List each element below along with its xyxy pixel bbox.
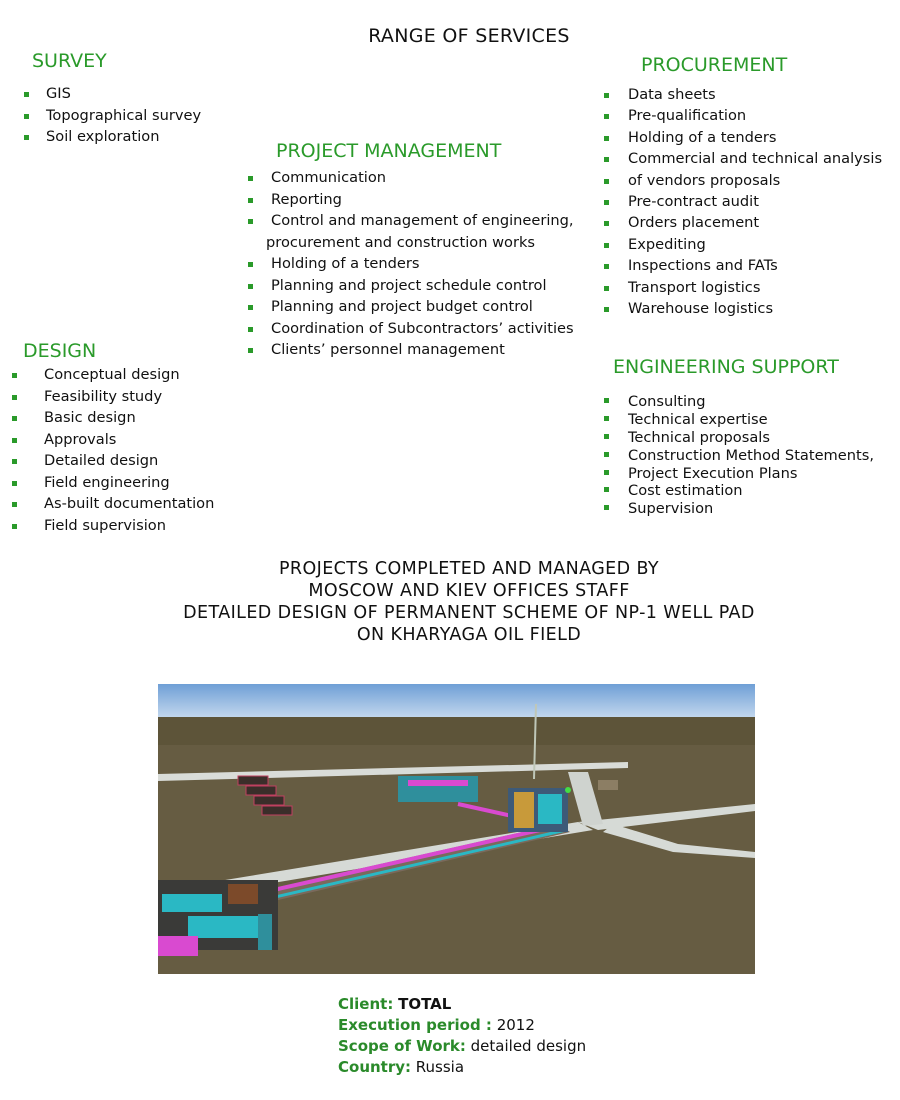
bullet-icon xyxy=(604,487,609,492)
bullet-icon xyxy=(248,348,253,353)
ground-far xyxy=(158,717,755,745)
bullet-icon xyxy=(604,416,609,421)
bullet-icon xyxy=(604,398,609,403)
bullet-icon xyxy=(12,459,17,464)
bullet-icon xyxy=(24,92,29,97)
bullet-icon xyxy=(248,176,253,181)
bullet-icon xyxy=(604,470,609,475)
list-item: Planning and project schedule control xyxy=(248,277,574,299)
period-value: 2012 xyxy=(496,1016,535,1034)
bullet-icon xyxy=(604,307,609,312)
list-item: Feasibility study xyxy=(12,388,214,410)
list-item: Field engineering xyxy=(12,474,214,496)
list-item: Topographical survey xyxy=(24,107,201,129)
survey-heading: SURVEY xyxy=(32,50,107,72)
engineering-support-list xyxy=(604,393,874,518)
projects-heading-line: DETAILED DESIGN OF PERMANENT SCHEME OF NP-1 WELL PAD xyxy=(183,603,755,623)
list-item: Field supervision xyxy=(12,517,214,539)
list-item: Cost estimation xyxy=(604,482,874,500)
list-item: Clients’ personnel management xyxy=(248,341,574,363)
client-value: TOTAL xyxy=(398,995,452,1013)
projects-heading-line: ON KHARYAGA OIL FIELD xyxy=(356,625,582,645)
scope-label: Scope of Work: xyxy=(338,1037,466,1055)
period-label: Execution period : xyxy=(338,1016,492,1034)
country-value: Russia xyxy=(415,1058,465,1076)
bullet-icon xyxy=(604,286,609,291)
bullet-icon xyxy=(248,305,253,310)
bullet-icon xyxy=(604,243,609,248)
list-item: Construction Method Statements, xyxy=(604,447,874,465)
bullet-icon xyxy=(248,327,253,332)
page-title: RANGE OF SERVICES xyxy=(368,25,570,47)
project-management-heading: PROJECT MANAGEMENT xyxy=(276,140,502,162)
client-label: Client: xyxy=(338,995,394,1013)
bullet-icon xyxy=(12,438,17,443)
country-row xyxy=(338,1057,586,1078)
sky xyxy=(158,684,755,718)
bullet-icon xyxy=(604,200,609,205)
procurement-list xyxy=(604,86,882,321)
list-item: Pre-contract audit xyxy=(604,193,882,214)
list-item: Coordination of Subcontractors’ activities xyxy=(248,320,574,342)
bullet-icon xyxy=(24,114,29,119)
bullet-icon xyxy=(604,136,609,141)
list-item: Holding of a tenders xyxy=(604,129,882,150)
list-item: Supervision xyxy=(604,500,874,518)
project-management-list xyxy=(248,169,574,363)
bullet-icon xyxy=(604,434,609,439)
scope-value: detailed design xyxy=(470,1037,587,1055)
list-item: GIS xyxy=(24,85,201,107)
bullet-icon xyxy=(248,198,253,203)
bullet-icon xyxy=(12,416,17,421)
projects-heading-line: PROJECTS COMPLETED AND MANAGED BY xyxy=(278,559,660,579)
list-item: Communication xyxy=(248,169,574,191)
bullet-icon xyxy=(604,505,609,510)
project-info xyxy=(338,994,586,1078)
projects-heading-line: MOSCOW AND KIEV OFFICES STAFF xyxy=(308,581,630,601)
list-item: Soil exploration xyxy=(24,128,201,150)
scope-row xyxy=(338,1036,586,1057)
list-item: Conceptual design xyxy=(12,366,214,388)
list-item: Control and management of engineering, xyxy=(248,212,574,234)
bullet-icon xyxy=(604,264,609,269)
design-list xyxy=(12,366,214,538)
list-item: Technical proposals xyxy=(604,429,874,447)
client-row xyxy=(338,994,586,1015)
bullet-icon xyxy=(12,524,17,529)
bullet-icon xyxy=(248,219,253,224)
list-item: Inspections and FATs xyxy=(604,257,882,278)
projects-heading xyxy=(0,558,900,646)
well-pad-3d-model-image xyxy=(158,684,755,974)
bullet-icon xyxy=(604,452,609,457)
list-item: Reporting xyxy=(248,191,574,213)
period-row xyxy=(338,1015,586,1036)
near-installation xyxy=(158,880,278,956)
country-label: Country: xyxy=(338,1058,412,1076)
survey-list xyxy=(24,85,201,150)
list-item: Project Execution Plans xyxy=(604,465,874,483)
bullet-icon xyxy=(248,284,253,289)
bullet-icon xyxy=(12,481,17,486)
list-item: Data sheets xyxy=(604,86,882,107)
list-item: Expediting xyxy=(604,236,882,257)
bullet-icon xyxy=(604,114,609,119)
design-heading: DESIGN xyxy=(23,340,97,362)
engineering-support-heading: ENGINEERING SUPPORT xyxy=(613,356,839,378)
bullet-icon xyxy=(12,502,17,507)
list-item: As-built documentation xyxy=(12,495,214,517)
bullet-icon xyxy=(604,179,609,184)
bullet-icon xyxy=(248,262,253,267)
bullet-icon xyxy=(604,221,609,226)
list-item: Transport logistics xyxy=(604,279,882,300)
list-item: Technical expertise xyxy=(604,411,874,429)
list-item: Approvals xyxy=(12,431,214,453)
bullet-icon xyxy=(604,157,609,162)
list-item: Detailed design xyxy=(12,452,214,474)
list-item-continuation: procurement and construction works xyxy=(266,233,536,251)
bullet-icon xyxy=(604,93,609,98)
bullet-icon xyxy=(12,373,17,378)
list-item: Commercial and technical analysis xyxy=(604,150,882,171)
list-item: Orders placement xyxy=(604,214,882,235)
bullet-icon xyxy=(12,395,17,400)
list-item: Warehouse logistics xyxy=(604,300,882,321)
procurement-heading: PROCUREMENT xyxy=(641,54,788,76)
list-item: Holding of a tenders xyxy=(248,255,574,277)
list-item: Pre-qualification xyxy=(604,107,882,128)
list-item: Basic design xyxy=(12,409,214,431)
bullet-icon xyxy=(24,135,29,140)
list-item: of vendors proposals xyxy=(604,172,882,193)
list-item: Planning and project budget control xyxy=(248,298,574,320)
list-item: Consulting xyxy=(604,393,874,411)
